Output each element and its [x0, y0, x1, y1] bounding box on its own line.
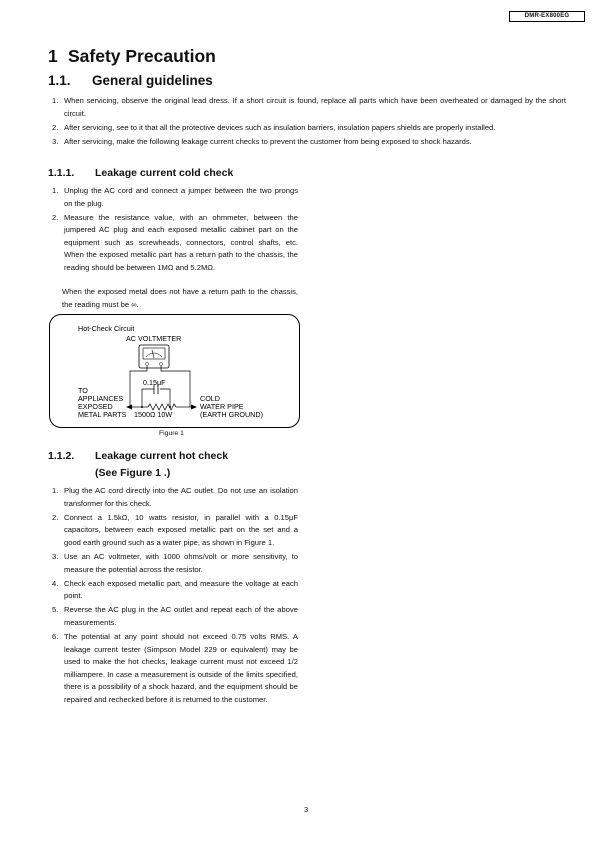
- capacitor-label: 0.15μF: [143, 378, 166, 387]
- voltmeter-icon: [139, 345, 169, 368]
- list-item: 1. Unplug the AC cord and connect a jumper between the two prongs on the plug.: [52, 186, 298, 208]
- general-guidelines-list: [52, 95, 566, 150]
- section-title: Safety Precaution: [68, 46, 216, 66]
- list-item: 2. After servicing, see to it that all the protective devices such as insulation barriers, insulation papers shields are properly installed.: [52, 122, 496, 132]
- cold-check-number: 1.1.1.: [48, 167, 75, 179]
- list-item: 3. After servicing, make the following leakage current checks to prevent the customer from being exposed to shock hazards.: [52, 136, 472, 146]
- section-number: 1: [48, 46, 58, 66]
- circuit-diagram: [50, 315, 299, 427]
- list-item: 1. Plug the AC cord directly into the AC outlet. Do not use an isolation transformer for this check.: [52, 486, 298, 508]
- hot-check-list: [52, 485, 298, 708]
- section-heading: [48, 46, 216, 67]
- left-label-line-1: TO: [78, 386, 88, 395]
- figure-title: Hot-Check Circuit: [78, 324, 135, 333]
- right-label-line-1: COLD: [200, 394, 220, 403]
- hot-check-number: 1.1.2.: [48, 450, 75, 462]
- right-label-line-3: (EARTH GROUND): [200, 410, 263, 419]
- meter-label: AC VOLTMETER: [126, 334, 182, 343]
- left-label-line-3: EXPOSED: [78, 402, 113, 411]
- subsection-number: 1.1.: [48, 73, 71, 88]
- cold-check-list: [52, 185, 298, 276]
- figure-caption: Figure 1: [159, 430, 184, 437]
- right-label-line-2: WATER PIPE: [200, 402, 244, 411]
- list-item: 2. Connect a 1.5kΩ, 10 watts resistor, in parallel with a 0.15μF capacitors, between each exposed metallic part on the set and a good earth ground such as a water pipe, as shown in Figure 1.: [52, 512, 298, 547]
- cold-check-note: When the exposed metal does not have a return path to the chassis, the reading must be ∞.: [62, 287, 298, 309]
- arrow-left-icon: [126, 405, 138, 410]
- model-code-box: DMR-EX800EG: [509, 11, 585, 22]
- subsection-title: General guidelines: [92, 73, 213, 88]
- page-number: 3: [304, 805, 309, 814]
- subsection-heading: [48, 73, 213, 88]
- hot-check-title: Leakage current hot check: [95, 450, 229, 462]
- hot-check-heading: [48, 448, 228, 482]
- list-item: 5. Reverse the AC plug in the AC outlet and repeat each of the above measurements.: [52, 605, 298, 627]
- list-item: 2. Measure the resistance value, with an ohmmeter, between the jumpered AC plug and each exposed metallic cabinet part on the equipment such as screwheads, connectors, control shafts, etc. When the exposed metallic part has a return path to the chassis, the reading should be between 1MΩ and 5.2MΩ.: [52, 212, 298, 273]
- cold-check-heading: [48, 165, 233, 182]
- resistor-label: 1500Ω 10W: [134, 410, 173, 419]
- list-item: 4. Check each exposed metallic part, and measure the voltage at each point.: [52, 578, 298, 601]
- list-item: 1. When servicing, observe the original lead dress. If a short circuit is found, replace all parts which have been overheated or damaged by the short circuit.: [52, 96, 566, 118]
- left-label-line-4: METAL PARTS: [78, 410, 127, 419]
- hot-check-circuit-figure: [49, 314, 300, 428]
- list-item: 3. Use an AC voltmeter, with 1000 ohms/volt or more sensitivity, to measure the potential across the resistor.: [52, 551, 298, 574]
- cold-check-title: Leakage current cold check: [95, 167, 234, 179]
- left-label-line-2: APPLIANCES: [78, 394, 124, 403]
- hot-check-title-line-2: (See Figure 1 .): [95, 467, 171, 479]
- list-item: 6. The potential at any point should not exceed 0.75 volts RMS. A leakage current tester (Simpson Model 229 or equivalent) may be used to make the hot checks, leakage current must not exceed 1/2 milliampere. In case a measurement is outside of the limits specified, there is a possibility of a shock hazard, and the equipment should be repaired and rechecked before it is returned to the customer.: [52, 632, 298, 704]
